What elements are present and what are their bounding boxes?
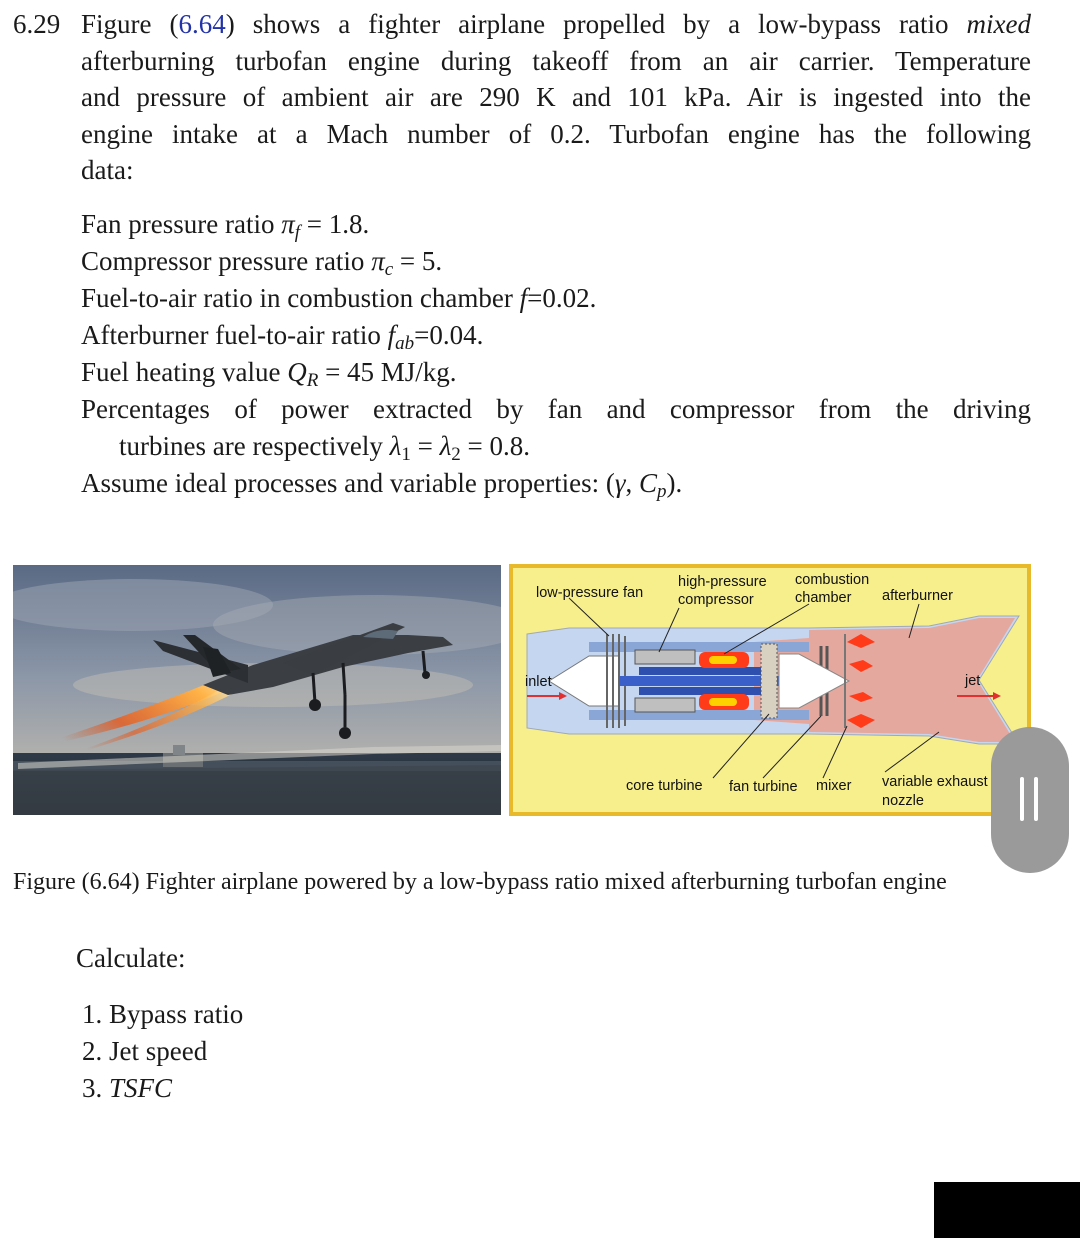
- problem-line-2: afterburning turbofan engine during takeoff from an air carrier. Temperature: [81, 45, 1031, 76]
- figure-caption: Figure (6.64) Fighter airplane powered by a low-bypass ratio mixed afterburning turbofan engine: [13, 869, 947, 895]
- figure-reference-link[interactable]: 6.64: [178, 9, 226, 39]
- label-jet: jet: [965, 673, 981, 689]
- fuel-heating-value: Fuel heating value $Q_R = 45$ MJ/kg.: [81, 357, 457, 391]
- given-data-list: [81, 206, 1031, 502]
- calculate-list: [82, 996, 243, 1107]
- label-combustion-2: chamber: [795, 590, 852, 606]
- calculate-heading: Calculate:: [76, 943, 186, 973]
- hp-compressor-icon: [635, 650, 695, 664]
- list-item: 3. TSFC: [82, 1073, 173, 1103]
- problem-number: 6.29: [13, 9, 61, 39]
- scroll-handle[interactable]: [991, 727, 1069, 873]
- power-extraction-line-2: turbines are respectively $\lambda_1 = \lambda_2 = 0.8$.: [119, 431, 531, 465]
- list-item: 2. Jet speed: [82, 1036, 208, 1066]
- label-combustion-1: combustion: [795, 572, 870, 588]
- list-item: 1. Bypass ratio: [82, 999, 244, 1029]
- label-mixer: mixer: [816, 778, 852, 794]
- label-nozzle-2: nozzle: [882, 793, 924, 809]
- turbofan-engine-diagram: [509, 564, 1031, 816]
- handle-grip-icon: [1034, 777, 1038, 821]
- label-core-turbine: core turbine: [626, 778, 703, 794]
- compressor-pressure-ratio: Compressor pressure ratio $\pi_c = 5$.: [81, 246, 443, 280]
- shaft-icon: [619, 676, 779, 686]
- problem-line-1: 6.29 Figure (6.64) shows a fighter airplane propelled by a low-bypass ratio mixed: [13, 6, 1031, 43]
- problem-line-3: and pressure of ambient air are 290 K and 101 kPa. Air is ingested into the: [81, 82, 1031, 113]
- handle-grip-icon: [1020, 777, 1024, 821]
- core-turbine-icon: [761, 644, 777, 718]
- problem-statement: [13, 6, 1031, 189]
- fan-pressure-ratio: Fan pressure ratio $\pi_f = 1.8$.: [81, 209, 370, 243]
- assumption-line: Assume ideal processes and variable properties: (γ, $C_p$).: [81, 468, 683, 502]
- label-hp-compressor-1: high-pressure: [678, 574, 767, 590]
- afterburner-fuel-air-ratio: Afterburner fuel-to-air ratio $f_{ab}=0.04$.: [81, 320, 484, 354]
- label-nozzle-1: variable exhaust: [882, 774, 988, 790]
- label-hp-compressor-2: compressor: [678, 592, 754, 608]
- problem-line-4: engine intake at a Mach number of 0.2. Turbofan engine has the following: [81, 118, 1031, 149]
- label-afterburner: afterburner: [882, 588, 953, 604]
- fuel-air-ratio: Fuel-to-air ratio in combustion chamber f=0.02.: [81, 283, 597, 313]
- problem-line-5: data:: [81, 155, 134, 186]
- fighter-jet-photo: [13, 565, 501, 815]
- label-low-pressure-fan: low-pressure fan: [536, 585, 644, 601]
- label-fan-turbine: fan turbine: [729, 779, 798, 795]
- redaction-box: [934, 1182, 1080, 1238]
- power-extraction-line-1: Percentages of power extracted by fan and compressor from the driving: [81, 394, 1031, 424]
- label-inlet: inlet: [525, 674, 552, 690]
